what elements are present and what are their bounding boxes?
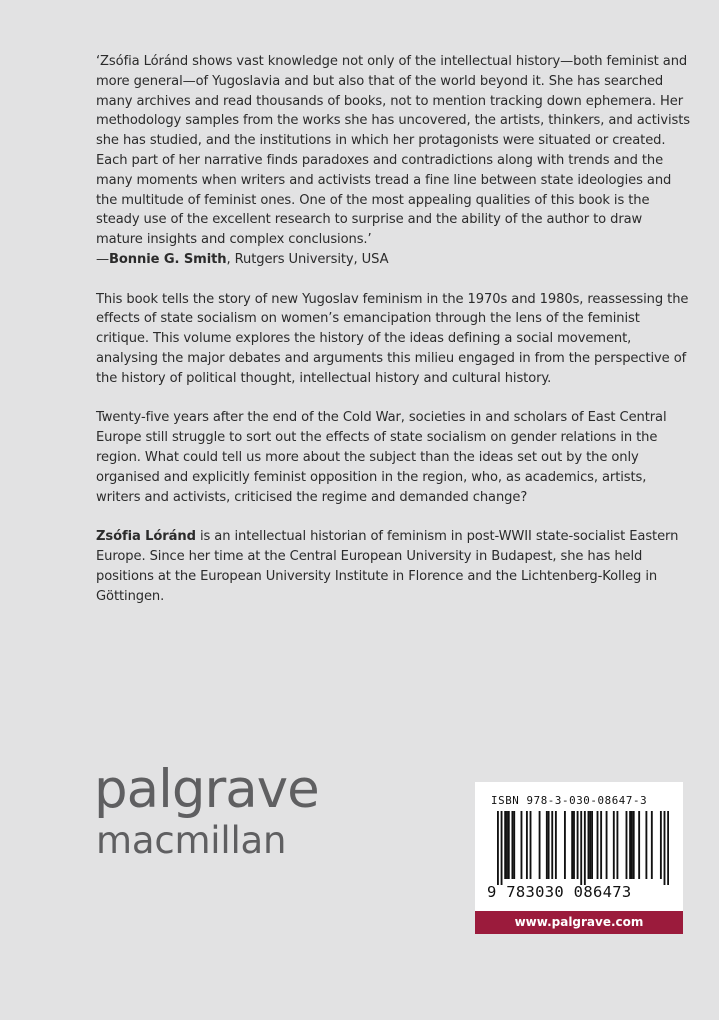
- attribution-affiliation: , Rutgers University, USA: [226, 251, 389, 267]
- barcode-bar: [638, 811, 640, 879]
- barcode-bar: [539, 811, 541, 879]
- author-bio-text: is an intellectual historian of feminism in post-WWII state-socialist Eastern Europe. Since her time at the Central European University in Budapest, she has held positions at the European University Institute in Florence and the Lichtenberg-Kolleg in Göttingen.: [96, 529, 679, 604]
- barcode-bar: [606, 811, 608, 879]
- barcode-bar: [526, 811, 528, 879]
- isbn-label: ISBN 978-3-030-08647-3: [491, 794, 648, 807]
- publisher-url: www.palgrave.com: [475, 911, 683, 934]
- logo-line-palgrave: palgrave: [94, 759, 319, 820]
- barcode-bar: [521, 811, 523, 879]
- cover-text: [96, 52, 692, 606]
- barcode-bar: [504, 811, 506, 879]
- barcode-bar: [555, 811, 557, 879]
- isbn-barcode-box: [475, 782, 683, 911]
- barcode-bar: [588, 811, 590, 879]
- barcode-bar: [591, 811, 593, 879]
- barcode-bar: [551, 811, 553, 879]
- barcode-bar: [645, 811, 647, 879]
- publisher-logo: [94, 760, 319, 862]
- barcode-bar: [508, 811, 510, 879]
- description-paragraph-2: Twenty-five years after the end of the Cold War, societies in and scholars of East Central Europe still struggle to sort out the effects of state socialism on gender relations in the region. What could tell us more about the subject than the ideas set out by the only organised and explicitly feminist opposition in the region, who, as academics, artists, writers and activists, criticised the regime and demanded change?: [96, 410, 667, 505]
- barcode-bar: [513, 811, 515, 879]
- barcode-bar: [626, 811, 628, 879]
- barcode-bar: [664, 811, 666, 885]
- endorsement-quote: [96, 52, 692, 270]
- quote-text: ‘Zsófia Lóránd shows vast knowledge not only of the intellectual history—both feminist and more general—of Yugoslavia and but also that of the world beyond it. She has searched many archives and read thousands of books, not to mention tracking down ephemera. Her methodology samples from the works she has uncovered, the artists, thinkers, and activists she has studied, and the institutions in which her protagonists were situated or created. Each part of her narrative finds paradoxes and contradictions along with trends and the many moments when writers and activists tread a fine line between state ideologies and the multitude of feminist ones. One of the most appealing qualities of this book is the steady use of the excellent research to surprise and the ability of the author to draw mature insights and complex conclusions.’: [96, 54, 690, 248]
- barcode-bar: [613, 811, 615, 879]
- barcode-bar: [584, 811, 586, 885]
- barcode-bar: [511, 811, 513, 879]
- barcode-bar: [548, 811, 550, 879]
- attribution-name: Bonnie G. Smith: [109, 251, 227, 267]
- barcode-image: [497, 811, 669, 885]
- barcode-bar: [530, 811, 532, 879]
- barcode-bar: [631, 811, 633, 879]
- barcode-bar: [580, 811, 582, 885]
- barcode-bar: [573, 811, 575, 879]
- barcode-bar: [633, 811, 635, 879]
- barcode-bar: [667, 811, 669, 885]
- barcode-bar: [651, 811, 653, 879]
- barcode-digits: 9 783030 086473: [487, 883, 632, 901]
- barcode-bar: [564, 811, 566, 879]
- description-paragraph-1: This book tells the story of new Yugoslav feminism in the 1970s and 1980s, reassessing the effects of state socialism on women’s emancipation through the lens of the feminist critique. This volume explores the history of the ideas defining a social movement, analysing the major debates and arguments this milieu engaged in from the perspective of the history of political thought, intellectual history and cultural history.: [96, 291, 689, 386]
- barcode-bar: [629, 811, 631, 879]
- barcode-bar: [616, 811, 618, 879]
- barcode-bar: [501, 811, 503, 885]
- barcode-bar: [506, 811, 508, 879]
- attribution-dash: —: [96, 251, 109, 267]
- barcode-bar: [577, 811, 579, 879]
- barcode-bar: [597, 811, 599, 879]
- barcode-bar: [497, 811, 499, 885]
- barcode-bar: [600, 811, 602, 879]
- author-bio: [96, 527, 692, 606]
- author-name: Zsófia Lóránd: [96, 529, 196, 545]
- barcode-bar: [589, 811, 591, 879]
- barcode-bar: [571, 811, 573, 879]
- barcode-bar: [546, 811, 548, 879]
- logo-line-macmillan: macmillan: [96, 819, 287, 862]
- barcode-bar: [660, 811, 662, 879]
